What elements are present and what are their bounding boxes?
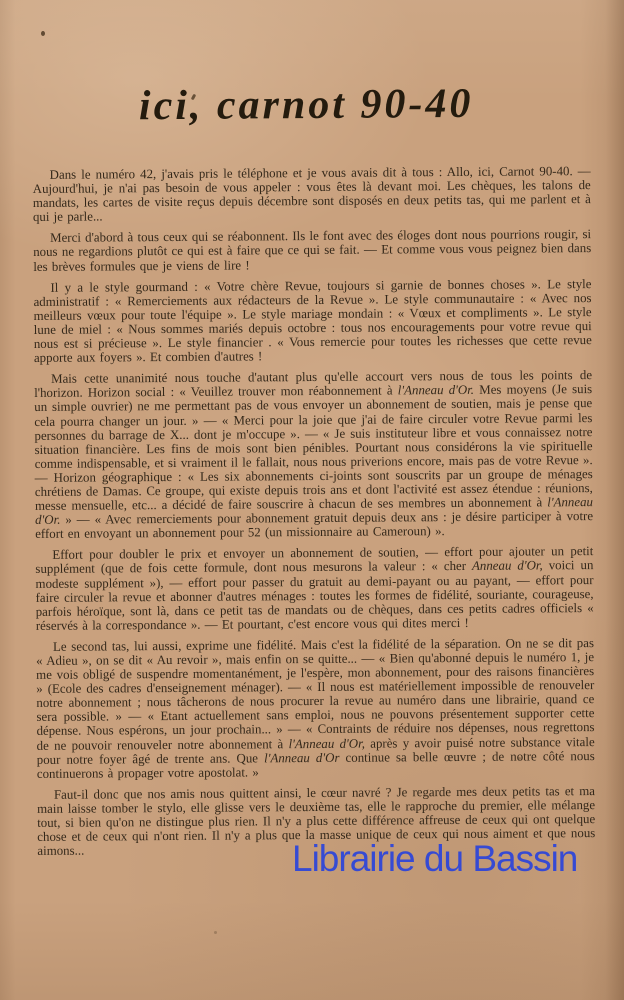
paragraph	[33, 227, 591, 273]
text-run: » — « Avec remerciements pour abonnement gratuit depuis deux ans : je désire participer à votre effort en envoyant un abonnement pour 52 (un missionnaire au Cameroun) ».	[35, 509, 594, 542]
paper-speck	[41, 31, 45, 36]
article-body	[33, 164, 596, 858]
italic-run: Anneau d'Or,	[471, 558, 543, 574]
paragraph	[33, 164, 591, 224]
bookseller-watermark: Librairie du Bassin	[292, 838, 578, 879]
text-run: voici un modeste supplément »), — effort pour passer du gratuit au demi-payant ou au payant, — effort pour faire circuler la revue et abonner d'autres ménages : toutes les formes de fidélité, souriante, courageuse, parfois héroïque, sont là, dans ce petit tas de mandats ou de chèques, dans ces petits cadres officiels « réservés à la correspondance ». — Et pourtant, c'est encore vous qui dites merci !	[35, 558, 594, 633]
italic-run: l'Anneau d'Or	[264, 750, 340, 766]
page-title: ici, carnot 90-40	[138, 80, 474, 130]
paper-speck	[214, 931, 217, 934]
paragraph	[35, 544, 594, 632]
text-run: Mes moyens (Je suis un simple ouvrier) ne me permettant pas de vous envoyer un abonnement de soutien, mais je pense que cela pourra changer un jour. » — « Merci pour la joie que j'ai de faire circuler votre Revue parmi les personnes du barrage de X... dont je m'occupe ». — « Je suis instituteur libre et vous connaissez notre situation financière. Les fins de mois sont bien pénibles. Pourtant nous considérons la vie spirituelle comme indispensable, et si vraiment il le fallait, nous nous priverions encore, mais pas de votre Revue ». — Horizon géographique : « Les six abonnements ci-joints sont souscrits par un groupe de ménages chrétiens de Damas. Ce groupe, qui existe depuis trois ans et dont l'activité est assez étendue : réunions, messe mensuelle, etc... a décidé de faire souscrire à chacun de ses membres un abonnement à	[34, 382, 593, 513]
paragraph	[36, 636, 595, 781]
text-run: Il y a le style gourmand : « Votre chère Revue, toujours si garnie de bonnes choses ». Le style administratif : « Remerciements aux rédacteurs de la Revue ». Le style communautaire : « Avec nos meilleurs vœux pour toute l'équipe ». Le style mariage mondain : « Vœux et compliments ». Le style lune de miel : « Nous sommes mariés depuis octobre : tous nos encouragements pour votre revue qui nous est si précieuse ». Le style financier . « Vous remercie pour toutes les richesses que cette revue apporte aux foyers ». Et combien d'autres !	[33, 276, 592, 366]
paragraph	[33, 277, 592, 365]
text-run: Mais cette unanimité nous touche d'autant plus qu'elle accourt vers nous de tous les points de l'horizon. Horizon social : « Veuillez trouver mon réabonnement à	[34, 368, 593, 401]
text-run: Le second tas, lui aussi, exprime une fidélité. Mais c'est la fidélité de la séparation. On ne se dit pas « Adieu », on se dit « Au revoir », mais enfin on se quitte... — « Bien qu'abonné depuis le numéro 1, je me vois obligé de suspendre momentanément, je l'espère, mon abonnement, pour des raisons financières » (Ecole des cadres d'enseignement ménager). — « Il nous est matériellement impossible de renouveler notre abonnement ; nous tâcherons de nous procurer la revue au numéro dans une librairie, quand ce sera possible. » — « Etant actuellement sans emploi, nous ne pouvons présentement supporter cette dépense. Nous espérons, un jour prochain... » — « Contraints de réduire nos dépenses, nous regrettons de ne pouvoir renouveler notre abonnement à	[36, 635, 595, 753]
italic-run: l'Anneau d'Or.	[397, 383, 475, 398]
paragraph	[34, 368, 593, 541]
text-run: Merci d'abord à tous ceux qui se réabonnent. Ils le font avec des éloges dont nous pourrions rougir, si nous ne regardions plutôt ce qui est à faire que ce qui se fait. — Et comme vous vous peignez bien dans les brèves formules que je viens de lire !	[33, 227, 592, 274]
italic-run: l'Anneau d'Or.	[35, 495, 594, 528]
text-run: Faut-il donc que nos amis nous quittent ainsi, le cœur navré ? Je regarde mes deux petits tas et ma main laisse tomber le stylo, elle glisse vers le deuxième tas, elle le rapproche du premier, elle mélange tout, si bien qu'on ne distingue plus rien. Il n'y a plus cette différence affreuse de ceux qui ont quelque chose et de ceux qui n'ont rien. Il n'y a plus que la masse unique de ceux qui nous aiment et que nous aimons...	[37, 783, 596, 859]
text-run: Effort pour doubler le prix et envoyer un abonnement de soutien, — effort pour ajouter un petit supplément (que de fois cette formule, dont nous mesurons la valeur : « cher	[35, 544, 594, 577]
italic-run: l'Anneau d'Or,	[288, 736, 365, 751]
text-run: continue sa belle œuvre ; de notre côté nous continuerons à propager votre apostolat. »	[36, 748, 595, 781]
text-run: après y avoir puisé notre substance vitale pour notre foyer âgé de trente ans. Que	[36, 734, 595, 767]
page-content	[32, 78, 595, 865]
text-run: Dans le numéro 42, j'avais pris le téléphone et je vous avais dit à tous : Allo, ici, Carnot 90-40. — Aujourd'hui, je n'ai pas besoin de vous appeler : vous êtes là devant moi. Les chèques, les talons de mandats, les cartes de visite reçus depuis décembre sont disposés en deux petits tas, qui me parlent et à qui je parle...	[32, 164, 591, 225]
